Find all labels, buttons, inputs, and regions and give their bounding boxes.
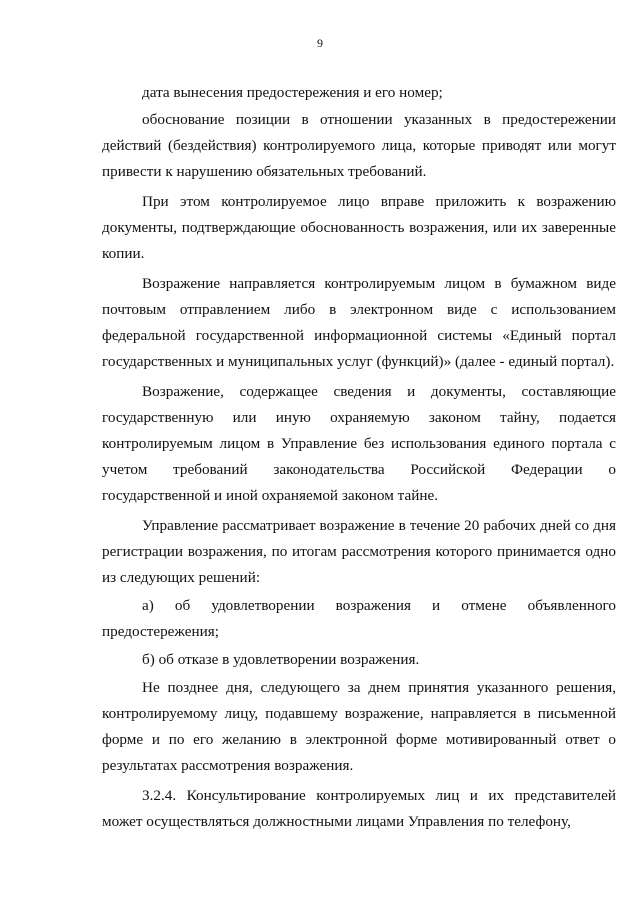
document-body (102, 80, 616, 835)
paragraph-1: дата вынесения предостережения и его номер; (142, 84, 443, 101)
paragraph-3: При этом контролируемое лицо вправе приложить к возражению документы, подтверждающие обоснованность возражения, или их заверенные копии. (102, 193, 616, 262)
paragraph-9: Не позднее дня, следующего за днем принятия указанного решения, контролируемому лицу, подавшему возражение, направляется в письменной форме и по его желанию в электронной форме мотивированный ответ о результатах рассмотрения возражения. (102, 679, 616, 774)
paragraph-5: Возражение, содержащее сведения и документы, составляющие государственную или иную охраняемую законом тайну, подается контролируемым лицом в Управление без использования единого портала с учетом требований законодательства Российской Федерации о государственной и иной охраняемой законом тайне. (102, 383, 616, 504)
paragraph-10: 3.2.4. Консультирование контролируемых лиц и их представителей может осуществляться должностными лицами Управления по телефону, (102, 787, 616, 830)
paragraph-2: обоснование позиции в отношении указанных в предостережении действий (бездействия) контролируемого лица, которые приводят или могут привести к нарушению обязательных требований. (102, 111, 616, 180)
paragraph-8: б) об отказе в удовлетворении возражения. (142, 651, 420, 668)
paragraph-4: Возражение направляется контролируемым лицом в бумажном виде почтовым отправлением либо в электронном виде с использованием федеральной государственной информационной системы «Единый портал государственных и муниципальных услуг (функций)» (далее - единый портал). (102, 275, 616, 370)
page-number: 9 (317, 36, 323, 50)
paragraph-7: а) об удовлетворении возражения и отмене объявленного предостережения; (102, 597, 616, 640)
paragraph-6: Управление рассматривает возражение в течение 20 рабочих дней со дня регистрации возражения, по итогам рассмотрения которого принимается одно из следующих решений: (102, 517, 616, 586)
